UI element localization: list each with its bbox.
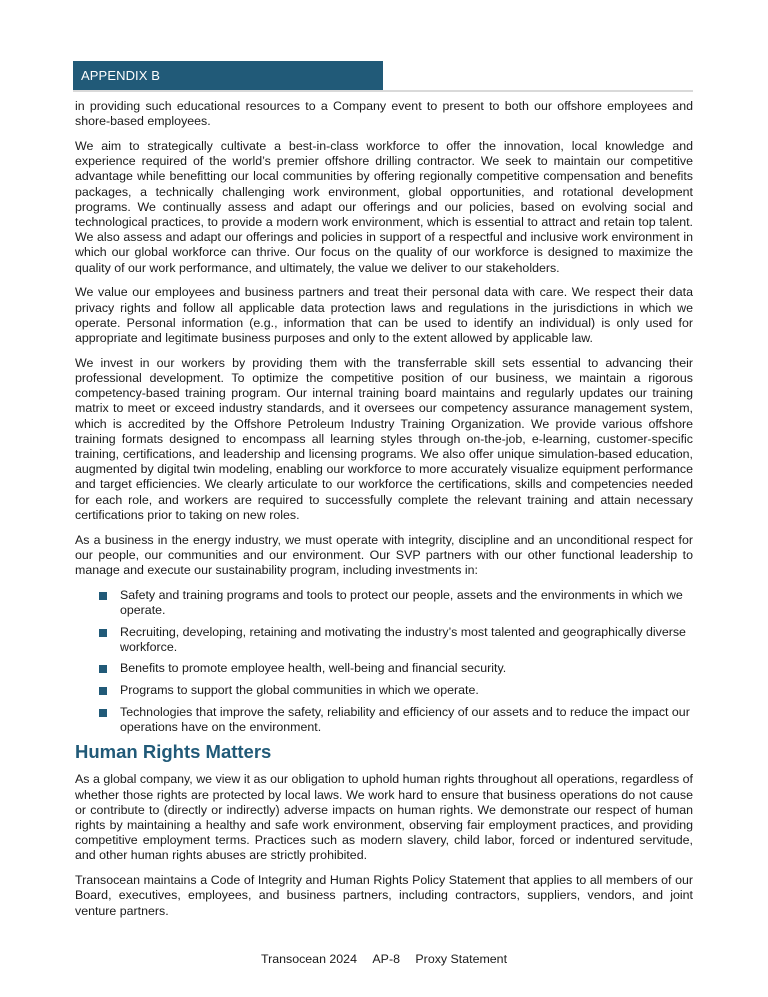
appendix-label: APPENDIX B <box>81 68 161 83</box>
page-body <box>75 99 693 928</box>
section-heading-human-rights: Human Rights Matters <box>75 741 272 763</box>
square-bullet-icon <box>99 687 107 695</box>
list-item <box>75 705 693 735</box>
paragraph-workforce: We aim to strategically cultivate a best-in-class workforce to offer the innovation, local knowledge and experience required of the world’s premier offshore drilling contractor. We seek to maintain our competitive advantage while benefitting our local communities by offering regionally competitive compensation and benefits packages, a technically challenging work environment, global opportunities, and rotational development programs. We continually assess and adapt our offerings and our policies, based on evolving social and technological practices, to provide a modern work environment, which is essential to attract and retain top talent. We also assess and adapt our offerings and policies in support of a respectful and inclusive work environment in which our global workforce can thrive. Our focus on the quality of our workforce is designed to maximize the quality of our work performance, and ultimately, the value we deliver to our stakeholders. <box>75 139 693 275</box>
appendix-label-bar <box>73 61 383 90</box>
list-item-text: Programs to support the global communities in which we operate. <box>120 683 479 698</box>
list-item-text: Safety and training programs and tools to protect our people, assets and the environments in which we operate. <box>120 587 683 618</box>
list-item-text: Benefits to promote employee health, well-being and financial security. <box>120 661 507 676</box>
paragraph-energy-industry: As a business in the energy industry, we must operate with integrity, discipline and an unconditional respect for our people, our communities and our environment. Our SVP partners with our other functional leadership to manage and execute our sustainability program, including investments in: <box>75 532 693 578</box>
page-footer <box>0 952 768 966</box>
list-item-text: Technologies that improve the safety, reliability and efficiency of our assets and to reduce the impact our operations have on the environment. <box>120 704 690 734</box>
square-bullet-icon <box>99 629 107 637</box>
footer-page-number: AP-8 <box>372 952 400 966</box>
paragraph-training: We invest in our workers by providing them with the transferrable skill sets essential to advancing their professional development. To optimize the competitive position of our business, we maintain a rigorous competency-based training program. Our internal training board maintains and regularly updates our training matrix to meet or exceed industry standards, and it oversees our competency assurance management system, which is accredited by the Offshore Petroleum Industry Training Organization. We provide various offshore training formats designed to encompass all learning styles through on-the-job, e-learning, customer-specific training, certifications, and leadership and licensing programs. We also offer unique simulation-based education, augmented by digital twin modeling, enabling our workforce to more accurately visualize equipment performance and target efficiencies. We clearly articulate to our workforce the certifications, skills and competencies needed for each role, and workers are required to successfully complete the relevant training and attain necessary certifications prior to taking on new roles. <box>75 355 693 522</box>
footer-company-year: Transocean 2024 <box>260 952 357 966</box>
list-item <box>75 661 693 676</box>
investments-list <box>75 588 693 735</box>
square-bullet-icon <box>99 709 107 717</box>
list-item-text: Recruiting, developing, retaining and motivating the industry’s most talented and geographically diverse workforce. <box>120 624 686 654</box>
paragraph-data-privacy: We value our employees and business partners and treat their personal data with care. We respect their data privacy rights and follow all applicable data protection laws and regulations in the jurisdictions in which we operate. Personal information (e.g., information that can be used to identify an individual) is only used for appropriate and legitimate business purposes and only to the extent allowed by applicable law. <box>75 285 693 346</box>
page-header <box>73 61 693 91</box>
square-bullet-icon <box>99 665 107 673</box>
header-divider <box>73 90 693 92</box>
paragraph-code-of-integrity: Transocean maintains a Code of Integrity and Human Rights Policy Statement that applies to all members of our Board, executives, employees, and business partners, including contractors, suppliers, vendors, and joint venture partners. <box>75 873 693 918</box>
square-bullet-icon <box>99 592 107 600</box>
list-item <box>75 683 693 698</box>
list-item <box>75 588 693 618</box>
footer-document-title: Proxy Statement <box>415 952 508 966</box>
paragraph-human-rights: As a global company, we view it as our obligation to uphold human rights throughout all operations, regardless of whether those rights are protected by local laws. We work hard to ensure that business operations do not cause or contribute to (directly or indirectly) adverse impacts on human rights. We demonstrate our respect of human rights by maintaining a healthy and safe work environment, observing fair employment practices, and providing competitive employment terms. Practices such as modern slavery, child labor, forced or indentured servitude, and other human rights abuses are strictly prohibited. <box>75 772 693 863</box>
list-item <box>75 625 693 655</box>
paragraph-continuation: in providing such educational resources to a Company event to present to both our offshore employees and shore-based employees. <box>75 99 693 129</box>
